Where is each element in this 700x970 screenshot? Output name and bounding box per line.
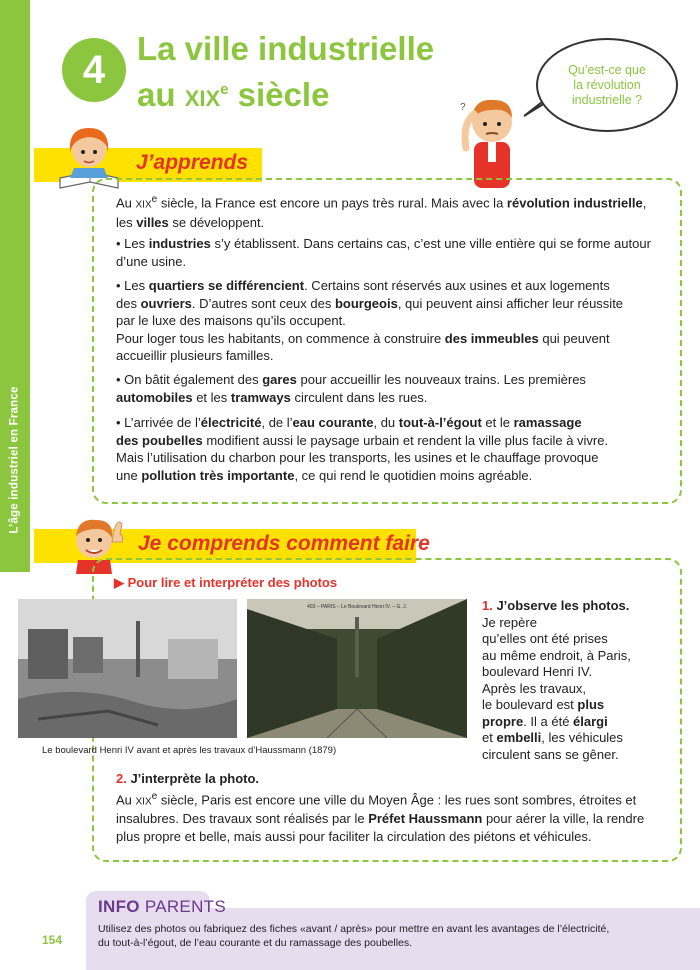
thinking-boy-illustration bbox=[452, 90, 532, 190]
lesson-number: 4 bbox=[62, 38, 126, 102]
play-arrow-icon: ▶ bbox=[114, 575, 128, 590]
page-number: 154 bbox=[42, 933, 63, 947]
japprends-p3: • Les quartiers se différencient. Certains sont réservés aux usines et aux logements des ouvriers. D’autres sont ceux des bourgeois, qui peuvent ainsi afficher leur réussite par le luxe des maisons qu’ils occupent. Pour loger tous les habitants, on commence à construire des immeubles qui peuvent accueillir plusieurs familles. bbox=[116, 278, 624, 363]
question-bubble: Qu’est-ce que la révolution industrielle ? bbox=[536, 38, 678, 132]
japprends-p4: • On bâtit également des gares pour accueillir les nouveaux trains. Les premières automobiles et les tramways circulent dans les rues. bbox=[116, 372, 586, 405]
question-2: 2. J’interprète la photo. Au XIXe siècle, Paris est encore une ville du Moyen Âge : les rues sont sombres, étroites et insalubres. Des travaux sont réalisés par le Préfet Haussmann pour aérer la ville, la rendre plus propre et belle, mais aussi pour faciliter la circulation des piétons et véhicules. bbox=[116, 771, 645, 844]
photo-after-works bbox=[247, 599, 467, 738]
comprends-subheading: ▶ Pour lire et interpréter des photos bbox=[114, 575, 338, 590]
chapter-label: L’âge industriel en France bbox=[9, 386, 22, 534]
lesson-title: La ville industrielle au XIXe siècle bbox=[137, 30, 435, 113]
japprends-p2: • Les industries s’y établissent. Dans certains cas, c’est une ville entière qui se forme autour d’une usine. bbox=[116, 236, 651, 269]
japprends-heading: J’apprends bbox=[136, 151, 249, 174]
postcard-caption: 403 – PARIS – Le Boulevard Henri IV. – G. J. bbox=[307, 604, 408, 610]
info-parents-text: Utilisez des photos ou fabriquez des fiches «avant / après» pour mettre en avant les avantages de l’électricité, du tout-à-l’égout, de l’eau courante et du ramassage des poubelles. bbox=[98, 923, 610, 949]
svg-text:?: ? bbox=[460, 102, 466, 113]
japprends-p5: • L’arrivée de l’électricité, de l’eau courante, du tout-à-l’égout et le ramassage des poubelles modifient aussi le paysage urbain et rendent la ville plus facile à vivre. Mais l’utilisation du charbon pour les transports, les usines et le chauffage provoque une pollution très importante, ce qui rend le quotidien moins agréable. bbox=[116, 415, 609, 483]
question-1: 1. J’observe les photos. Je repère qu’elles ont été prises au même endroit, à Paris, boulevard Henri IV. Après les travaux, le boulevard est plus propre. Il a été élargi et embelli, les véhicules circulent sans se gêner. bbox=[482, 598, 631, 762]
info-parents-title: INFO PARENTS bbox=[98, 897, 226, 916]
japprends-p1: Au XIXe siècle, la France est encore un pays très rural. Mais avec la révolution industrielle, les villes se développent. bbox=[116, 194, 647, 230]
photo-caption: Le boulevard Henri IV avant et après les travaux d’Haussmann (1879) bbox=[42, 745, 337, 756]
comprends-heading: Je comprends comment faire bbox=[138, 532, 430, 555]
photo-before-works bbox=[18, 599, 237, 738]
